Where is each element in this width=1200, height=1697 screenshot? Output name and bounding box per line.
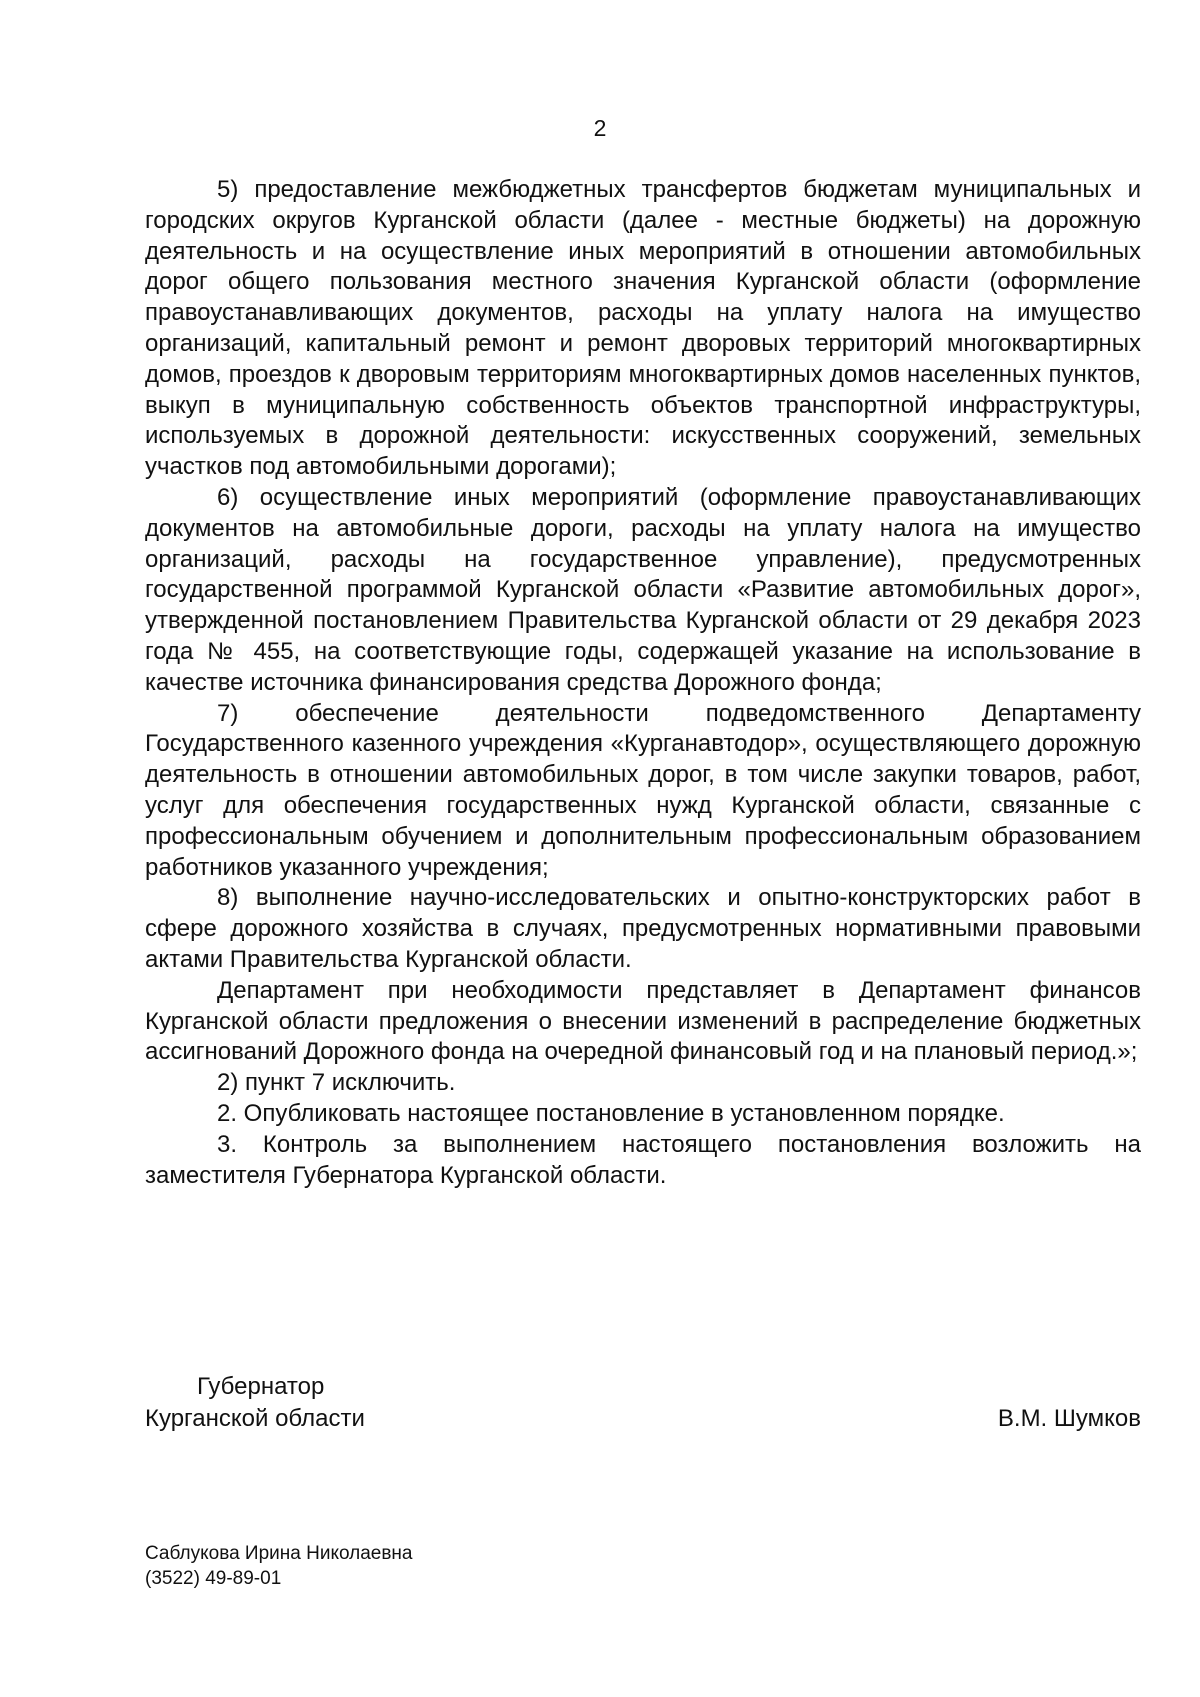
paragraph-publish: 2. Опубликовать настоящее постановление в установленном порядке. bbox=[217, 1099, 1005, 1127]
signature-block bbox=[145, 1371, 1141, 1435]
paragraph-item-8: 8) выполнение научно-исследовательских и опытно-конструкторских работ в сфере дорожного хозяйства в случаях, предусмотренных нормативными правовыми актами Правительства Курганской области. bbox=[145, 884, 1141, 973]
signature-position-region: Курганской области bbox=[145, 1405, 365, 1432]
page-number: 2 bbox=[593, 115, 607, 141]
paragraph-control: 3. Контроль за выполнением настоящего постановления возложить на заместителя Губернатора Курганской области. bbox=[145, 1130, 1141, 1189]
executor-phone: (3522) 49-89-01 bbox=[145, 1568, 282, 1589]
signature-row bbox=[145, 1403, 1141, 1435]
paragraph-item-5: 5) предоставление межбюджетных трансфертов бюджетам муниципальных и городских округов Курганской области (далее - местные бюджеты) на дорожную деятельность и на осуществление иных мероприятий в отношении автомобильных дорог общего пользования местного значения Курганской области (оформление правоустанавливающих документов, расходы на уплату налога на имущество организаций, капитальный ремонт и ремонт дворовых территорий многоквартирных домов, проездов к дворовым территориям многоквартирных домов населенных пунктов, выкуп в муниципальную собственность объектов транспортной инфраструктуры, используемых в дорожной деятельности: искусственных сооружений, земельных участков под автомобильными дорогами); bbox=[145, 176, 1141, 481]
paragraph-exclude-point: 2) пункт 7 исключить. bbox=[217, 1069, 456, 1097]
signature-position-title: Губернатор bbox=[197, 1373, 325, 1400]
paragraph-item-6: 6) осуществление иных мероприятий (оформление правоустанавливающих документов на автомобильные дороги, расходы на уплату налога на имущество организаций, расходы на государственное управление), предусмотренных государственной программой Курганской области «Развитие автомобильных дорог», утвержденной постановлением Правительства Курганской области от 29 декабря 2023 года № 455, на соответствующие годы, содержащей указание на использование в качестве источника финансирования средства Дорожного фонда; bbox=[145, 483, 1141, 696]
executor-name: Саблукова Ирина Николаевна bbox=[145, 1543, 413, 1564]
paragraph-item-7: 7) обеспечение деятельности подведомственного Департаменту Государственного казенного учреждения «Курганавтодор», осуществляющего дорожную деятельность в отношении автомобильных дорог, в том числе закупки товаров, работ, услуг для обеспечения государственных нужд Курганской области, связанные с профессиональным обучением и дополнительным профессиональным образованием работников указанного учреждения; bbox=[145, 699, 1141, 881]
document-body bbox=[145, 175, 1141, 1191]
paragraph-department: Департамент при необходимости представляет в Департамент финансов Курганской области предложения о внесении изменений в распределение бюджетных ассигнований Дорожного фонда на очередной финансовый год и на плановый период.»; bbox=[145, 976, 1141, 1066]
executor-block bbox=[145, 1541, 413, 1591]
signatory-name: В.М. Шумков bbox=[997, 1405, 1141, 1432]
